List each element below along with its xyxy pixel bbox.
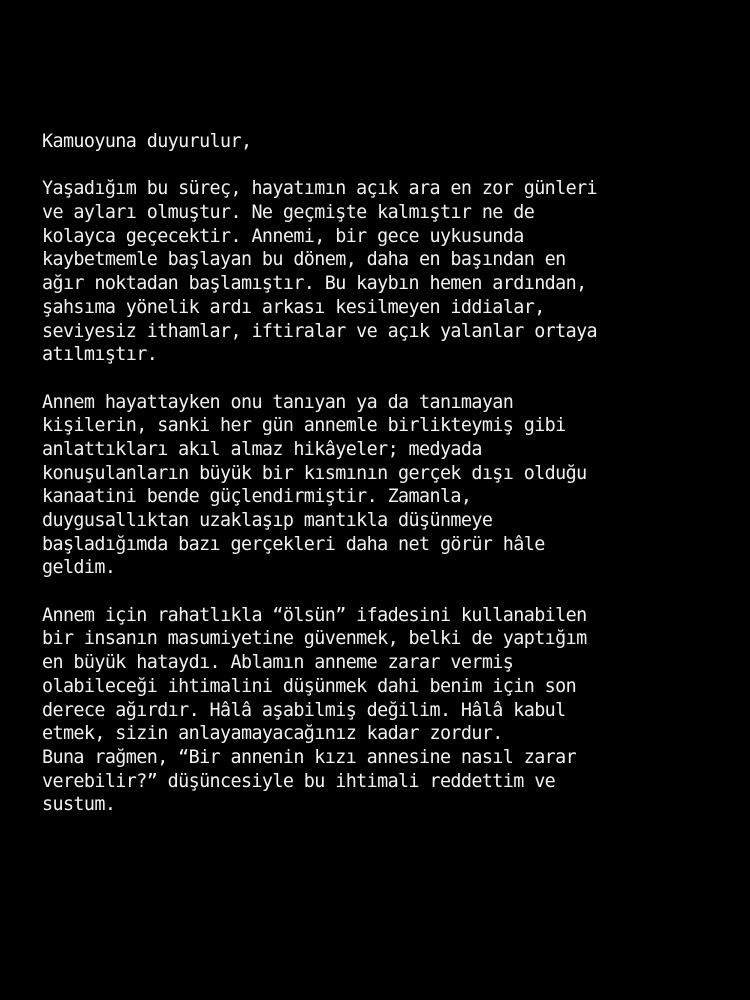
text-line: kişilerin, sanki her gün annemle birlikteymiş gibi	[42, 415, 566, 437]
paragraph-gap	[42, 367, 722, 391]
text-line: bir insanın masumiyetine güvenmek, belki de yaptığım	[42, 628, 587, 650]
paragraph-3	[42, 604, 722, 817]
text-line: başladığımda bazı gerçekleri daha net görür hâle	[42, 533, 545, 555]
greeting: Kamuoyuna duyurulur,	[42, 131, 252, 152]
text-line: derece ağırdır. Hâlâ aşabilmiş değilim. Hâlâ kabul	[42, 699, 566, 721]
text-line: anlattıkları akıl almaz hikâyeler; medyada	[42, 438, 482, 460]
text-line: olabileceği ihtimalini düşünmek dahi benim için son	[42, 675, 577, 697]
text-line: Annem için rahatlıkla “ölsün” ifadesini kullanabilen	[42, 604, 587, 626]
text-line: kaybetmemle başlayan bu dönem, daha en başından en	[42, 249, 566, 271]
text-line: geldim.	[42, 557, 116, 579]
text-line: etmek, sizin anlayamayacağınız kadar zordur.	[42, 723, 503, 745]
text-line: atılmıştır.	[42, 344, 158, 366]
paragraph-gap	[42, 154, 722, 178]
text-line: şahsıma yönelik ardı arkası kesilmeyen iddialar,	[42, 296, 545, 318]
paragraph-gap	[42, 580, 722, 604]
paragraph-1	[42, 177, 722, 367]
text-line: duygusallıktan uzaklaşıp mantıkla düşünmeye	[42, 510, 493, 531]
paragraph-2	[42, 391, 722, 581]
text-line: ağır noktadan başlamıştır. Bu kaybın hemen ardından,	[42, 273, 587, 295]
text-line: Annem hayattayken onu tanıyan ya da tanımayan	[42, 391, 514, 413]
text-line: kolayca geçecektir. Annemi, bir gece uykusunda	[42, 225, 524, 247]
text-line: Yaşadığım bu süreç, hayatımın açık ara en zor günleri	[42, 178, 598, 200]
text-line: kanaatini bende güçlendirmiştir. Zamanla,	[42, 486, 472, 508]
text-line: verebilir?” düşüncesiyle bu ihtimali reddettim ve	[42, 770, 556, 792]
statement-text	[42, 130, 722, 817]
text-line: seviyesiz ithamlar, iftiralar ve açık yalanlar ortaya	[42, 320, 598, 342]
text-line: konuşulanların büyük bir kısmının gerçek dışı olduğu	[42, 462, 587, 484]
text-line: ve ayları olmuştur. Ne geçmişte kalmıştır ne de	[42, 202, 535, 224]
text-line: sustum.	[42, 794, 116, 816]
text-line: Buna rağmen, “Bir annenin kızı annesine nasıl zarar	[42, 746, 577, 768]
text-line: en büyük hataydı. Ablamın anneme zarar vermiş	[42, 652, 514, 674]
